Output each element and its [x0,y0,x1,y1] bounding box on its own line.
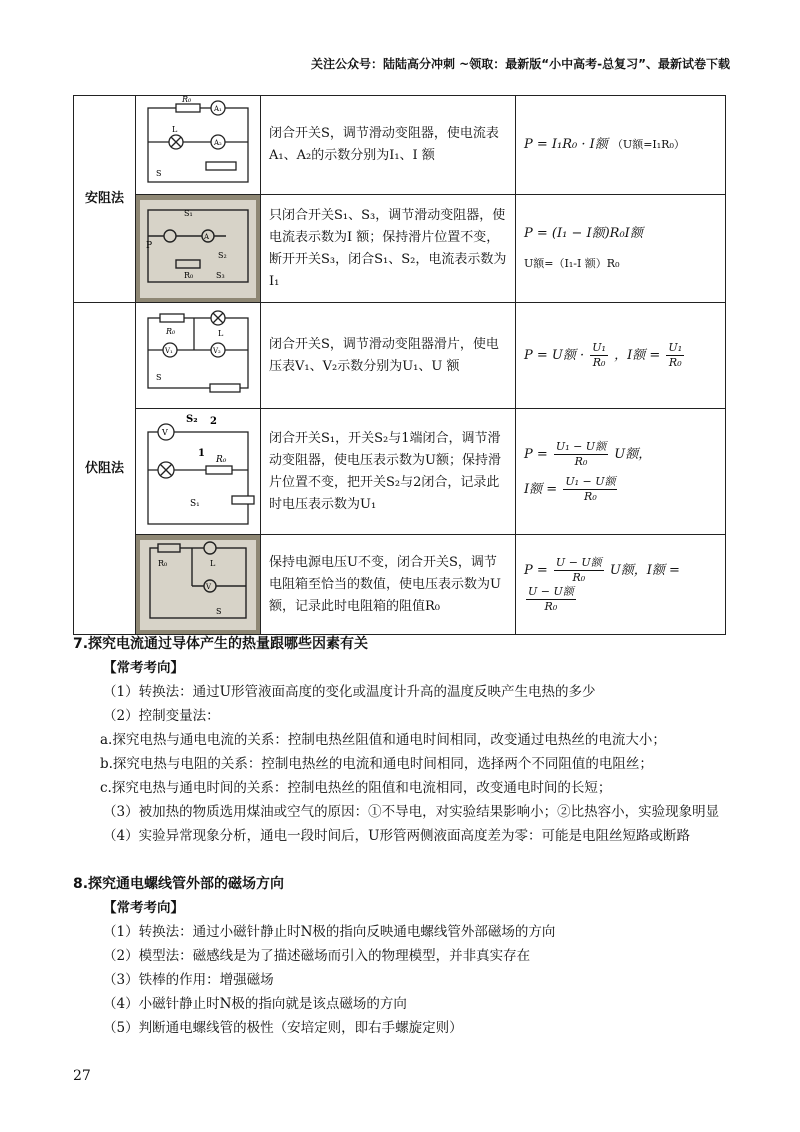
label-r0: R₀ [166,326,176,336]
fraction-numerator: U₁ [668,341,683,354]
label-r0: R₀ [158,558,168,568]
label-s2: S₂ [218,250,227,260]
circuit-photo-5 [136,535,261,635]
list-item: （4）小磁针静止时N极的指向就是该点磁场的方向 [103,996,407,1012]
section-8 [73,872,733,1040]
label-1: 1 [198,447,205,459]
procedure-text-2: 只闭合开关S₁、S₃，调节滑动变阻器，使电流表示数为I 额；保持滑片位置不变，断开开关S₃，闭合S₁、S₂，电流表示数为I₁ [261,195,516,303]
procedure-text-4: 闭合开关S₁，开关S₂与1端闭合，调节滑动变阻器，使电压表示数为U额；保持滑片位置不变，把开关S₂与2闭合，记录此时电压表示数为U₁ [261,409,516,535]
label-s1: S₁ [184,208,193,218]
formula-part: ，I额 = [614,348,661,363]
label-r0: R₀ [184,270,194,280]
fraction [666,341,684,370]
label-l: L [210,558,216,568]
formula-cell-4 [516,409,726,535]
label-a: A [204,232,210,241]
list-item: a.探究电热与通电电流的关系：控制电热丝阻值和通电时间相同，改变通过电热丝的电流大小； [100,732,666,748]
label-a2: A₂ [214,139,222,147]
procedure-text-1: 闭合开关S，调节滑动变阻器，使电流表A₁、A₂的示数分别为I₁、I 额 [261,96,516,195]
formula-part: P = U额 · [524,348,585,363]
fraction-numerator: U − U额 [555,555,602,569]
fraction-numerator: U − U额 [528,584,574,598]
fraction [526,585,576,614]
fraction [590,341,608,370]
formula-cell-2 [516,195,726,303]
fraction [554,440,608,469]
fraction-denominator: R₀ [668,356,682,369]
table-row [74,303,726,409]
section-subtitle: 【常考考向】 [103,660,184,676]
formula-cell-1 [516,96,726,195]
label-v: V [206,582,212,591]
formula-part: U额，I额 = [609,562,680,578]
label-a1: A₁ [214,105,222,113]
method-label-voltmeter: 伏阻法 [74,303,136,635]
formula-part: P = [524,446,548,462]
label-r0: R₀ [182,96,192,104]
formula-main: P = I₁R₀ · I额 [524,137,608,152]
experiment-table [73,95,726,635]
table-row [74,195,726,303]
label-s1: S₁ [190,498,200,509]
label-l: L [172,125,178,134]
table-row [74,96,726,195]
label-s3: S₃ [216,270,225,280]
formula-cell-3 [516,303,726,409]
label-2: 2 [210,415,217,427]
table-row [74,535,726,635]
fraction-numerator: U₁ − U额 [565,474,616,488]
section-title: 7.探究电流通过导体产生的热量跟哪些因素有关 [73,636,369,652]
list-item: （1）转换法：通过U形管液面高度的变化或温度计升高的温度反映产生电热的多少 [103,684,596,700]
section-7 [73,632,733,848]
label-s2: S₂ [186,413,198,425]
fraction-denominator: R₀ [592,356,606,369]
label-s: S [156,372,162,382]
label-v2: V₂ [213,346,221,355]
circuit-diagram-3 [136,303,261,409]
list-item: （4）实验异常现象分析，通电一段时间后，U形管两侧液面高度差为零：可能是电阻丝短路或断路 [103,828,690,844]
fraction-denominator: R₀ [544,599,558,613]
formula-part: P = [524,562,548,578]
section-title: 8.探究通电螺线管外部的磁场方向 [73,876,285,892]
circuit-diagram-4 [136,409,261,535]
method-label-ammeter: 安阻法 [74,96,136,303]
label-s: S [156,169,162,178]
list-item: （3）铁棒的作用：增强磁场 [103,972,274,988]
page-number: 27 [73,1068,91,1084]
label-p: P [146,240,153,251]
formula-note: （U额=I₁R₀） [611,138,685,151]
list-item: （1）转换法：通过小磁针静止时N极的指向反映通电螺线管外部磁场的方向 [103,924,556,940]
list-item: （5）判断通电螺线管的极性（安培定则，即右手螺旋定则） [103,1020,463,1036]
list-item: （3）被加热的物质选用煤油或空气的原因：①不导电，对实验结果影响小；②比热容小，实验现象明显 [103,804,720,820]
label-l: L [218,328,224,338]
formula-cell-5 [516,535,726,635]
list-item: c.探究电热与通电时间的关系：控制电热丝的阻值和电流相同，改变通电时间的长短； [100,780,612,796]
formula-part: U额， [614,446,652,462]
table-row [74,409,726,535]
fraction-numerator: U₁ − U额 [555,439,607,453]
procedure-text-5: 保持电源电压U不变，闭合开关S，调节电阻箱至恰当的数值，使电压表示数为U额，记录此时电阻箱的阻值R₀ [261,535,516,635]
formula-part: I额 = [524,481,558,497]
page-header: 关注公众号：陆陆高分冲刺 ~领取：最新版“小中高考-总复习”、最新试卷下载 [311,57,730,71]
label-r0: R₀ [216,454,227,465]
formula-main: P = (I₁ − I额)R₀I额 [524,225,643,241]
fraction-numerator: U₁ [592,341,606,354]
fraction-denominator: R₀ [572,570,586,584]
fraction-denominator: R₀ [574,454,588,468]
list-item: b.探究电热与电阻的关系：控制电热丝的电流和通电时间相同，选择两个不同阻值的电阻丝； [100,756,653,772]
formula-note: U额=（I₁-I 额）R₀ [524,256,620,270]
label-s: S [216,606,222,616]
procedure-text-3: 闭合开关S，调节滑动变阻器滑片，使电压表V₁、V₂示数分别为U₁、U 额 [261,303,516,409]
fraction [554,556,604,585]
list-item: （2）模型法：磁感线是为了描述磁场而引入的物理模型，并非真实存在 [103,948,531,964]
circuit-photo-2 [136,195,261,303]
circuit-diagram-1 [136,96,261,195]
section-subtitle: 【常考考向】 [103,900,184,916]
fraction-denominator: R₀ [584,489,597,503]
fraction [563,475,617,504]
list-item: （2）控制变量法： [103,708,220,724]
label-v: V [162,427,168,437]
label-v1: V₁ [165,346,173,355]
